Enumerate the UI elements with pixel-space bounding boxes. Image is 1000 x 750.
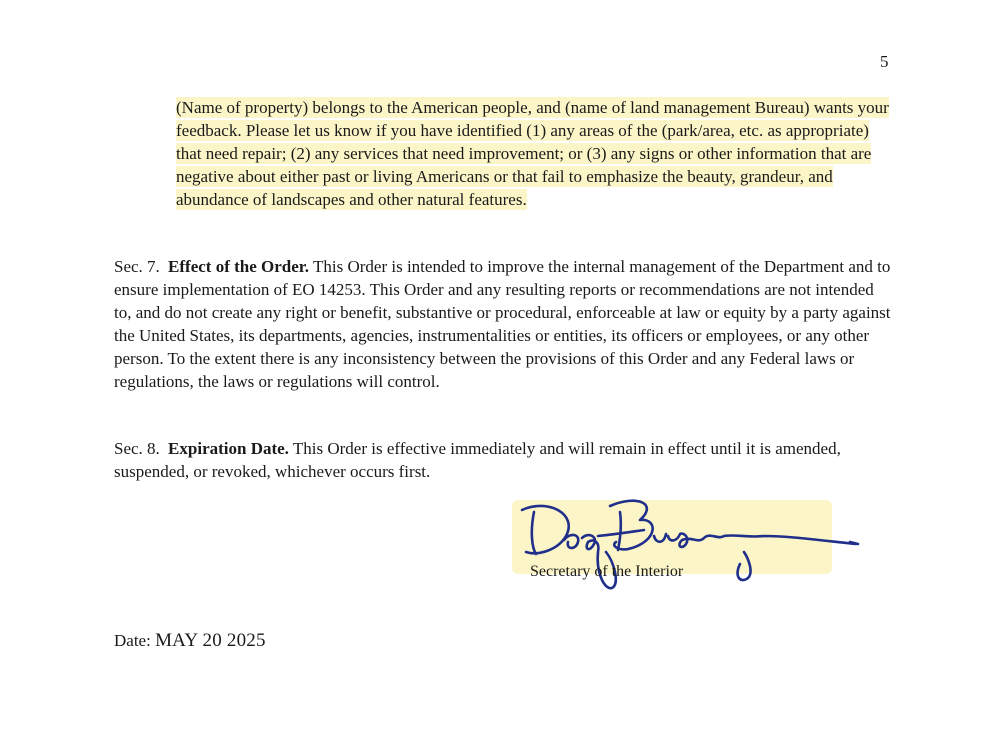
section-8 [114, 437, 894, 483]
date-line [114, 630, 266, 652]
section-body: This Order is intended to improve the internal management of the Department and to ensure implementation of EO 14253. This Order and any resulting reports or recommendations are not intended to, and do not create any right or benefit, substantive or procedural, enforceable at law or equity by a party against the United States, its departments, agencies, instrumentalities or entities, its officers or employees, or any other person. To the extent there is any inconsistency between the provisions of this Order and any Federal laws or regulations, the laws or regulations will control. [114, 257, 891, 391]
quoted-feedback-text [176, 96, 891, 211]
section-number: Sec. 8. [114, 439, 160, 458]
section-number: Sec. 7. [114, 257, 160, 276]
date-value: MAY 20 2025 [155, 630, 266, 651]
signature-block [508, 492, 868, 602]
section-title: Effect of the Order. [168, 257, 310, 276]
section-7 [114, 255, 894, 393]
date-label: Date: [114, 631, 151, 650]
section-title: Expiration Date. [168, 439, 289, 458]
handwritten-signature [508, 492, 868, 602]
page-number: 5 [880, 52, 889, 71]
section-body: This Order is effective immediately and will remain in effect until it is amended, suspended, or revoked, whichever occurs first. [114, 439, 841, 481]
signatory-title: Secretary of the Interior [530, 563, 684, 580]
highlighted-passage: (Name of property) belongs to the American people, and (name of land management Bureau) wants your feedback. Please let us know if you have identified (1) any areas of the (park/area, etc. as appropriate) that need repair; (2) any services that need improvement; or (3) any signs or other information that are negative about either past or living Americans or that fail to emphasize the beauty, grandeur, and abundance of landscapes and other natural features. [176, 98, 889, 209]
